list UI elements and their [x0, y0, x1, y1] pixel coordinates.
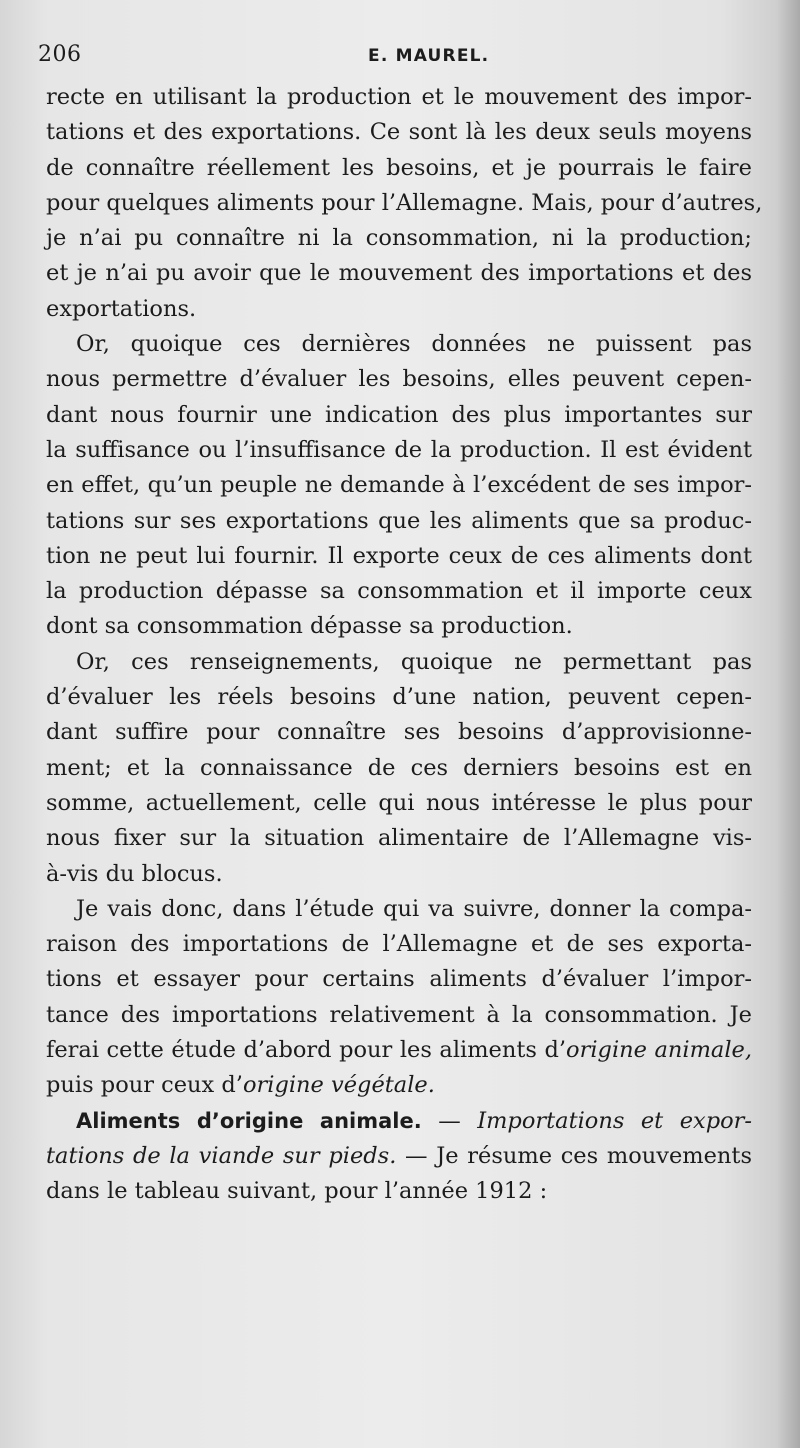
- text-line: nous fixer sur la situation alimentaire de l’Allemagne vis-: [46, 825, 752, 852]
- running-head: E. MAUREL.: [368, 46, 490, 66]
- text-line: [46, 1068, 752, 1103]
- text-line: tance des importations relativement à la consommation. Je: [46, 1001, 752, 1028]
- body-text: [46, 80, 763, 1210]
- text-line: la production dépasse sa consommation et il importe ceux: [46, 578, 752, 605]
- text-span: —: [421, 1107, 478, 1134]
- text-line: dant nous fournir une indication des plus importantes sur: [46, 401, 752, 428]
- text-line: dant suffire pour connaître ses besoins d’approvisionne-: [46, 719, 752, 746]
- text-line: Je vais donc, dans l’étude qui va suivre, donner la compa-: [76, 895, 752, 922]
- text-line: à-vis du blocus.: [46, 860, 223, 887]
- text-span: ferai cette étude d’abord pour les aliments d’: [46, 1037, 567, 1064]
- text-line: je n’ai pu connaître ni la consommation, ni la production;: [46, 225, 752, 252]
- text-line: tions et essayer pour certains aliments d’évaluer l’impor-: [46, 966, 752, 993]
- text-line: recte en utilisant la production et le mouvement des impor-: [46, 84, 752, 110]
- text-span: puis pour ceux d’: [46, 1072, 243, 1099]
- text-line: [46, 1033, 752, 1068]
- text-line: raison des importations de l’Allemagne et de ses exporta-: [46, 931, 752, 958]
- italic-text: origine végétale.: [242, 1072, 435, 1099]
- text-line: tations sur ses exportations que les aliments que sa produc-: [46, 507, 752, 534]
- text-line: d’évaluer les réels besoins d’une nation, peuvent cepen-: [46, 684, 752, 711]
- text-line: pour quelques aliments pour l’Allemagne. Mais, pour d’autres,: [46, 189, 763, 216]
- page-header: [38, 42, 758, 74]
- text-line: tion ne peut lui fournir. Il exporte ceux de ces aliments dont: [46, 542, 752, 569]
- text-line: de connaître réellement les besoins, et je pourrais le faire: [46, 154, 752, 181]
- text-line: tations et des exportations. Ce sont là les deux seuls moyens: [46, 119, 752, 146]
- text-line: en effet, qu’un peuple ne demande à l’excédent de ses impor-: [46, 472, 752, 499]
- text-line: [46, 1139, 752, 1174]
- italic-text: Importations et expor-: [477, 1107, 753, 1134]
- text-line: exportations.: [46, 295, 197, 322]
- text-line: dans le tableau suivant, pour l’année 1912 :: [46, 1178, 548, 1205]
- text-line: Or, ces renseignements, quoique ne permettant pas: [76, 648, 752, 675]
- section-heading: Aliments d’origine animale.: [76, 1108, 422, 1133]
- text-line: ment; et la connaissance de ces derniers besoins est en: [46, 754, 752, 781]
- text-span: — Je résume ces mouvements: [396, 1142, 752, 1169]
- italic-text: tations de la viande sur pieds.: [46, 1142, 397, 1169]
- italic-text: origine animale,: [566, 1037, 752, 1064]
- text-line: nous permettre d’évaluer les besoins, elles peuvent cepen-: [46, 366, 752, 393]
- page-number: 206: [38, 42, 82, 67]
- text-line: et je n’ai pu avoir que le mouvement des importations et des: [46, 260, 752, 287]
- text-line: Or, quoique ces dernières données ne puissent pas: [76, 331, 752, 358]
- text-line: somme, actuellement, celle qui nous intéresse le plus pour: [46, 789, 752, 816]
- text-line: la suffisance ou l’insuffisance de la production. Il est évident: [46, 436, 752, 463]
- section-heading-line: [46, 1104, 752, 1139]
- text-line: dont sa consommation dépasse sa production.: [46, 613, 573, 640]
